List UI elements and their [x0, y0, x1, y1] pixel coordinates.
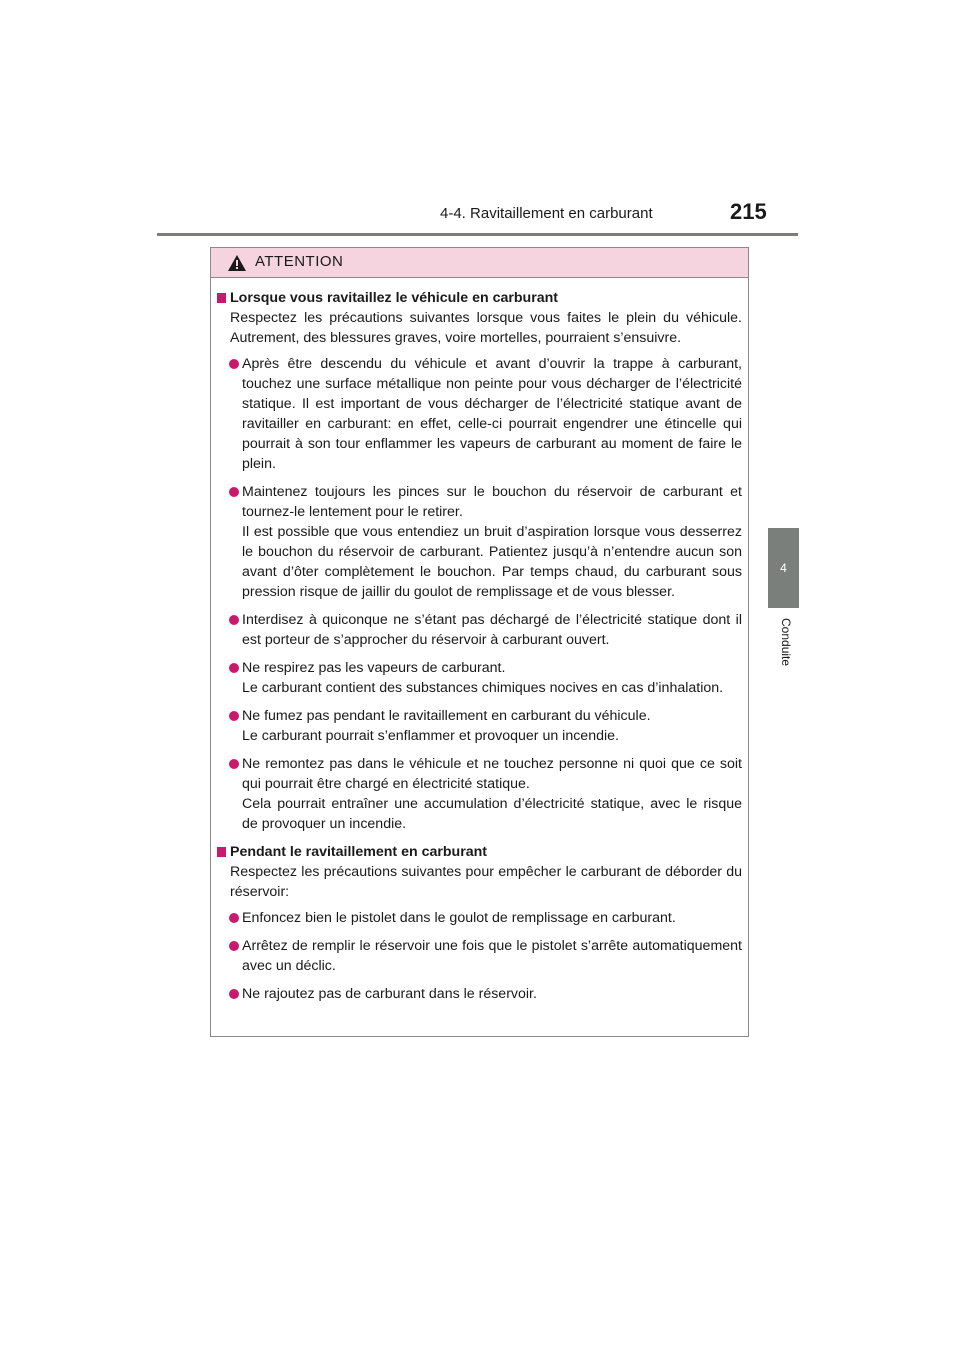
round-bullet-icon [229, 989, 239, 999]
list-item: Enfoncez bien le pistolet dans le goulot de remplissage en carburant. [211, 908, 742, 928]
section-intro: Respectez les précautions suivantes pour empêcher le carburant de déborder du réservoir: [230, 864, 742, 900]
warning-triangle-icon [228, 255, 246, 271]
header-divider [157, 233, 798, 236]
round-bullet-icon [229, 711, 239, 721]
list-item: Maintenez toujours les pinces sur le bouchon du réservoir de carburant et tournez-le lentement pour le retirer. Il est possible que vous entendiez un bruit d’aspiration lorsque vous desserrez le bouchon du réservoir de carburant. Patientez jusqu’à n’entendre aucun son avant d’ôter complètement le bouchon. Par temps chaud, du carburant sous pression risque de jaillir du goulot de remplissage et de vous blesser. [211, 482, 742, 602]
round-bullet-icon [229, 359, 239, 369]
round-bullet-icon [229, 615, 239, 625]
page-number: 215 [730, 199, 767, 224]
list-item: Interdisez à quiconque ne s’étant pas déchargé de l’électricité statique dont il est porteur de s’approcher du réservoir à carburant ouvert. [211, 610, 742, 650]
list-item: Ne rajoutez pas de carburant dans le réservoir. [211, 984, 742, 1004]
warning-label: ATTENTION [255, 253, 344, 270]
list-item: Arrêtez de remplir le réservoir une fois que le pistolet s’arrête automatiquement avec un déclic. [211, 936, 742, 976]
warning-section [211, 288, 742, 834]
warning-header [211, 248, 748, 278]
round-bullet-icon [229, 913, 239, 923]
square-bullet-icon [217, 847, 226, 857]
warning-box [210, 247, 749, 1037]
section-title: Pendant le ravitaillement en carburant [211, 842, 742, 862]
list-item: Ne fumez pas pendant le ravitaillement en carburant du véhicule. Le carburant pourrait s’enflammer et provoquer un incendie. [211, 706, 742, 746]
chapter-label: Conduite [779, 618, 793, 667]
list-item: Ne respirez pas les vapeurs de carburant. Le carburant contient des substances chimiques nocives en cas d’inhalation. [211, 658, 742, 698]
section-intro: Respectez les précautions suivantes lorsque vous faites le plein du véhicule. Autrement, des blessures graves, voire mortelles, pourraient s’ensuivre. [230, 310, 742, 346]
round-bullet-icon [229, 487, 239, 497]
warning-content [211, 278, 748, 1012]
list-item: Ne remontez pas dans le véhicule et ne touchez personne ni quoi que ce soit qui pourrait être chargé en électricité statique. Cela pourrait entraîner une accumulation d’électricité statique, avec le risque de provoquer un incendie. [211, 754, 742, 834]
chapter-tab: 4 [768, 528, 799, 608]
round-bullet-icon [229, 941, 239, 951]
running-header: 4-4. Ravitaillement en carburant [440, 205, 653, 222]
round-bullet-icon [229, 759, 239, 769]
warning-section [211, 842, 742, 1004]
section-title: Lorsque vous ravitaillez le véhicule en carburant [211, 288, 742, 308]
round-bullet-icon [229, 663, 239, 673]
list-item: Après être descendu du véhicule et avant d’ouvrir la trappe à carburant, touchez une surface métallique non peinte pour vous décharger de l’électricité statique. Il est important de vous décharger de l’électricité statique avant de ravitailler en carburant: en effet, celle-ci pourrait engendrer une étincelle qui pourrait à son tour enflammer les vapeurs de carburant au moment de faire le plein. [211, 354, 742, 474]
square-bullet-icon [217, 293, 226, 303]
